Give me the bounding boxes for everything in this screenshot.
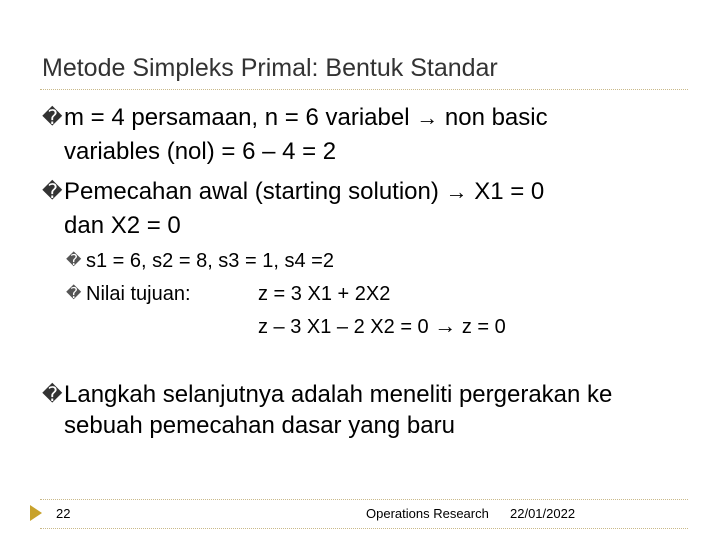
- bullet-3-line-2: sebuah pemecahan dasar yang baru: [64, 412, 455, 439]
- bullet-1-text-b: non basic: [444, 104, 548, 131]
- bullet-1-line-1: [42, 104, 548, 132]
- objective-label: Nilai tujuan:: [86, 283, 191, 305]
- bullet-2-line-1: [42, 178, 544, 206]
- arrow-icon: →: [434, 313, 457, 338]
- sub-bullet-marker: �: [66, 285, 82, 302]
- footer-date: 22/01/2022: [510, 506, 576, 521]
- arrow-icon: →: [416, 105, 439, 130]
- bullet-2-text-a: Pemecahan awal (starting solution): [64, 178, 439, 205]
- bullet-2-text-b: X1 = 0: [474, 178, 545, 205]
- slide-title: Metode Simpleks Primal: Bentuk Standar: [42, 54, 498, 82]
- title-divider: [40, 89, 688, 90]
- arrow-icon: →: [445, 179, 468, 204]
- objective-equation-text: z – 3 X1 – 2 X2 = 0: [258, 316, 429, 338]
- footer-course: Operations Research: [366, 506, 489, 521]
- triangle-arrow-icon: [30, 505, 42, 521]
- objective-result: z = 0: [461, 316, 506, 338]
- bullet-1-line-2: variables (nol) = 6 – 4 = 2: [64, 138, 337, 165]
- bullet-3-line-1: [42, 381, 612, 409]
- objective-equation: [258, 314, 506, 339]
- bullet-marker: �: [42, 181, 63, 203]
- footer-bottom-divider: [40, 528, 688, 529]
- bullet-3-text: Langkah selanjutnya adalah meneliti pergerakan ke: [64, 381, 613, 408]
- sub-bullet-marker: �: [66, 252, 82, 269]
- footer-divider: [40, 499, 688, 500]
- page-number: 22: [56, 506, 71, 521]
- bullet-marker: �: [42, 107, 63, 129]
- sub-bullet-2: [66, 282, 191, 306]
- bullet-marker: �: [42, 384, 63, 406]
- sub-bullet-1-text: s1 = 6, s2 = 8, s3 = 1, s4 =2: [86, 250, 334, 272]
- sub-bullet-1: [66, 249, 334, 273]
- bullet-1-text-a: m = 4 persamaan, n = 6 variabel: [64, 104, 410, 131]
- bullet-2-line-2: dan X2 = 0: [64, 212, 181, 239]
- objective-function: z = 3 X1 + 2X2: [258, 283, 391, 305]
